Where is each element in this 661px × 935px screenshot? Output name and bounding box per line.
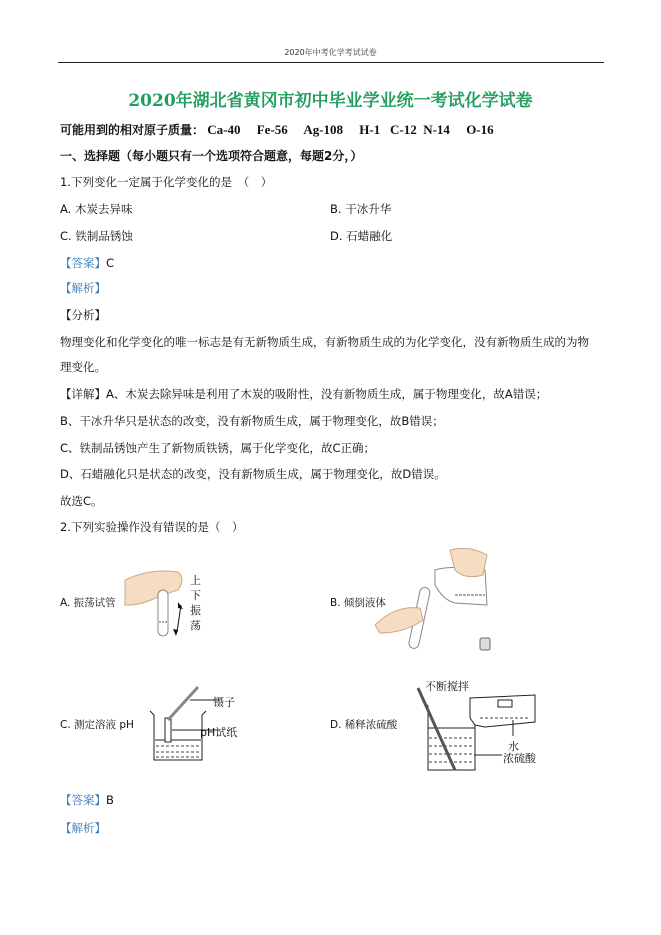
section-heading: 一、选择题（每小题只有一个选项符合题意，每题2分，） (60, 149, 363, 163)
detail-line: A、木炭去除异味是利用了木炭的吸附性，没有新物质生成，属于物理变化，故A错误； (106, 387, 548, 401)
q2-option-b: B. 倾倒液体 (330, 597, 386, 609)
q2-stem: 2.下列实验操作没有错误的是（ ） (60, 520, 244, 534)
mass-o: O-16 (466, 122, 494, 137)
detail-line: B、干冰升华只是状态的改变，没有新物质生成，属于物理变化，故B错误； (60, 414, 444, 428)
mass-c: C-12 (390, 122, 417, 137)
mass-h: H-1 (359, 122, 381, 137)
mass-ca: Ca-40 (207, 122, 241, 137)
mass-n: N-14 (423, 122, 450, 137)
water-label: 水 (508, 740, 519, 753)
shake-direction-label: 上下振荡 (190, 574, 201, 632)
answer-label: 【答案】 (60, 793, 106, 807)
detail-line: D、石蜡融化只是状态的改变，没有新物质生成，属于物理变化，故D错误。 (60, 467, 446, 481)
detail-conclusion: 故选C。 (60, 494, 103, 508)
q2-answer (60, 792, 114, 808)
dilute-acid-figure (410, 680, 560, 780)
page-title: 2020年湖北省黄冈市初中毕业学业统一考试化学试卷 (128, 91, 533, 111)
q1-stem: 1.下列变化一定属于化学变化的是 （ ） (60, 175, 273, 189)
q1-detail (60, 386, 547, 402)
acid-label: 浓硫酸 (503, 752, 536, 765)
ph-paper-label: pH试纸 (200, 726, 238, 739)
answer-value: B (106, 793, 114, 807)
mass-ag: Ag-108 (303, 122, 344, 137)
page-header: 2020年中考化学考试试卷 (284, 48, 377, 57)
q1-fenxi-label: 【分析】 (60, 308, 106, 322)
stir-label: 不断搅拌 (425, 680, 469, 693)
q1-fenxi-text: 理变化。 (60, 360, 106, 374)
q2-option-d: D. 稀释浓硫酸 (330, 719, 398, 731)
q1-option-b: B. 干冰升华 (330, 202, 392, 216)
answer-label: 【答案】 (60, 256, 106, 270)
q1-fenxi-text: 物理变化和化学变化的唯一标志是有无新物质生成，有新物质生成的为化学变化，没有新物质生成的为物 (60, 335, 589, 349)
q1-answer (60, 255, 114, 271)
answer-value: C (106, 256, 115, 270)
atomic-mass-line (60, 121, 494, 138)
q1-option-d: D. 石蜡融化 (330, 229, 393, 243)
q1-analysis-label: 【解析】 (60, 281, 106, 295)
detail-label: 【详解】 (60, 387, 106, 401)
detail-line: C、铁制品锈蚀产生了新物质铁锈，属于化学变化，故C正确； (60, 441, 376, 455)
tweezers-label: 镊子 (213, 696, 235, 709)
pour-liquid-figure (375, 545, 495, 655)
q1-option-a: A. 木炭去异味 (60, 202, 133, 216)
q1-option-c: C. 铁制品锈蚀 (60, 229, 133, 243)
mass-fe: Fe-56 (256, 122, 288, 137)
header-rule (58, 62, 604, 63)
q2-option-a: A. 振荡试管 (60, 597, 116, 609)
q2-option-c: C. 测定溶液 pH (60, 719, 134, 731)
q2-analysis-label: 【解析】 (60, 821, 106, 835)
atomic-mass-label: 可能用到的相对原子质量： (60, 123, 205, 137)
